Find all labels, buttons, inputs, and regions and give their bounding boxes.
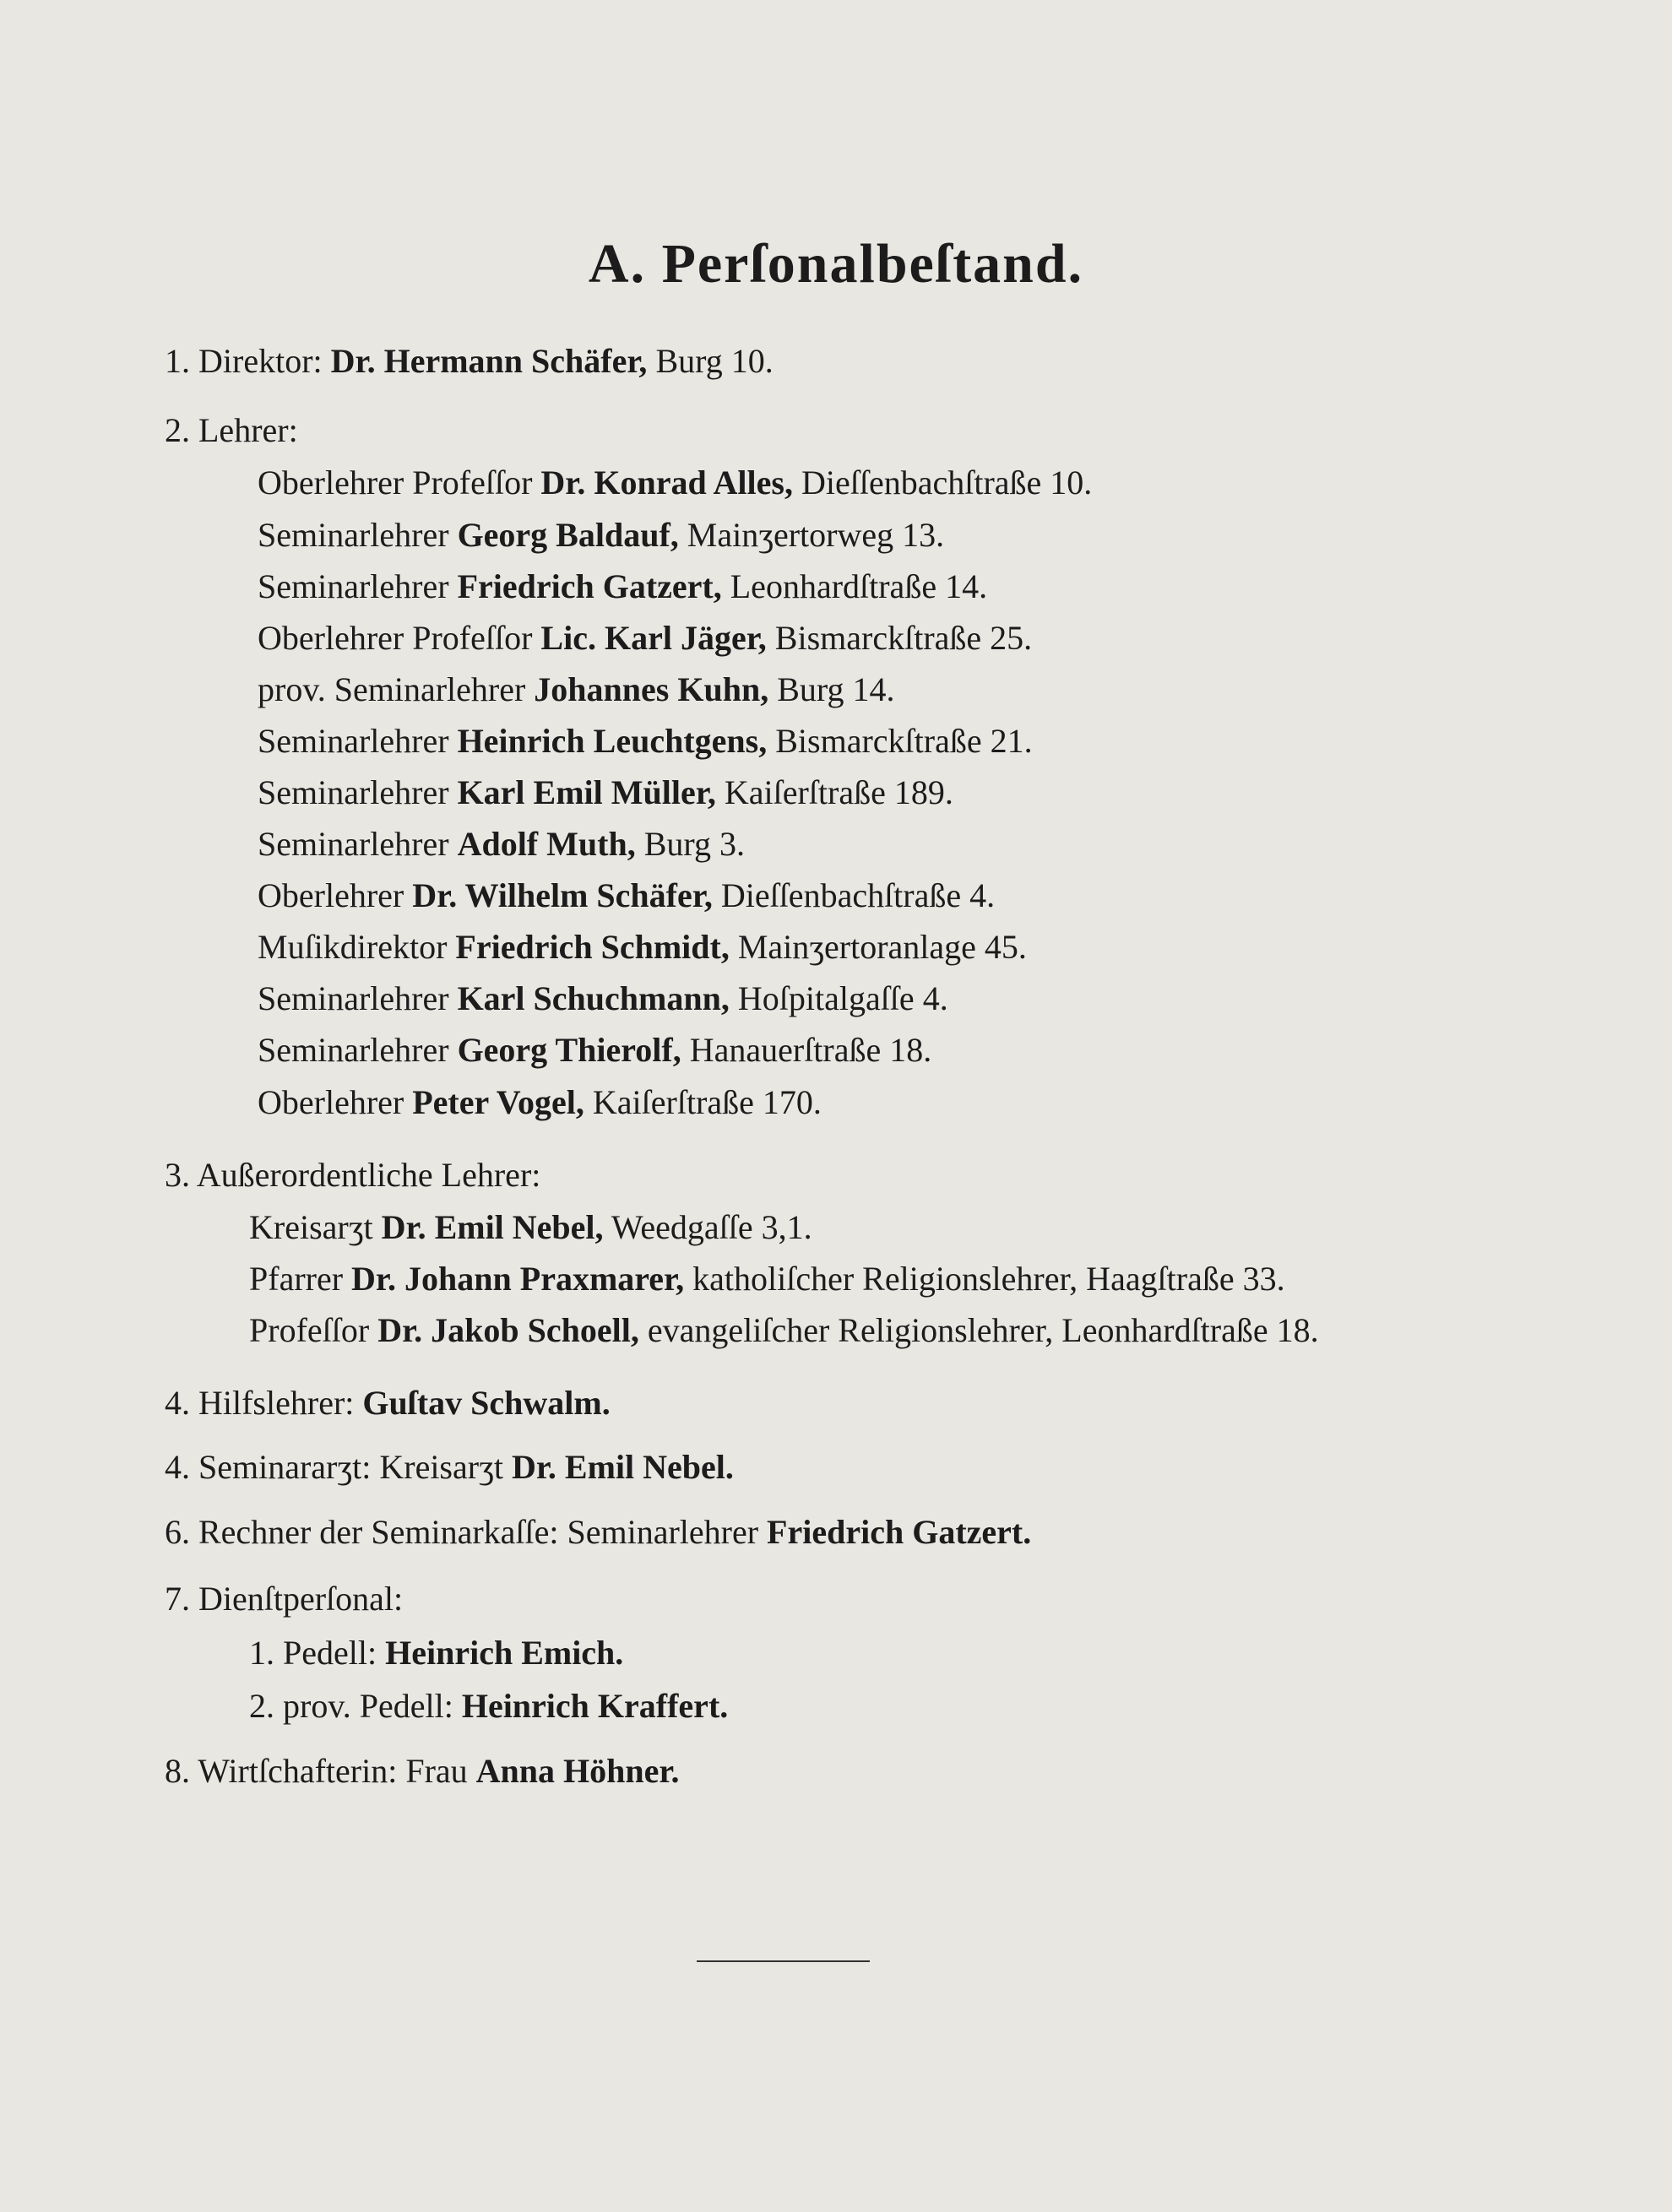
teacher-role: Profeſſor (249, 1311, 370, 1349)
teacher-name: Dr. Konrad Alles, (540, 464, 793, 501)
staff-heading: 7. Dienſtperſonal: (165, 1580, 404, 1618)
teacher-row (258, 930, 1027, 964)
treasurer-line (165, 1515, 1031, 1549)
staff-label: 1. Pedell: (249, 1634, 377, 1672)
teacher-name: Karl Schuchmann, (457, 979, 730, 1017)
director-address: Burg 10. (655, 342, 774, 380)
teacher-name: Dr. Wilhelm Schäfer, (412, 876, 713, 914)
teacher-role: Oberlehrer Profeſſor (258, 464, 533, 501)
director-name: Dr. Hermann Schäfer, (330, 342, 648, 380)
teacher-name: Dr. Jakob Schoell, (377, 1311, 639, 1349)
teacher-row (258, 979, 948, 1017)
teacher-row (258, 621, 1032, 655)
teacher-address: Weedgaſſe 3,1. (611, 1208, 812, 1246)
teacher-role: Seminarlehrer (258, 567, 449, 605)
teacher-role: Seminarlehrer (258, 722, 449, 760)
teacher-row (258, 1083, 822, 1121)
teacher-role: Seminarlehrer (258, 979, 449, 1017)
extra-teachers-heading: 3. Außerordentliche Lehrer: (165, 1156, 541, 1194)
teacher-row (258, 567, 988, 605)
teacher-name: Dr. Emil Nebel, (381, 1208, 604, 1246)
teacher-role: Oberlehrer Profeſſor (258, 619, 533, 657)
teacher-name: Dr. Johann Praxmarer, (351, 1260, 685, 1298)
director-line (165, 344, 774, 378)
teacher-name: Heinrich Leuchtgens, (457, 722, 768, 760)
teacher-name: Friedrich Gatzert, (457, 567, 722, 605)
housekeeper-line (165, 1754, 679, 1788)
teacher-address: Hoſpitalgaſſe 4. (737, 979, 948, 1017)
teacher-name: Adolf Muth, (457, 825, 636, 863)
extra-teacher-row (249, 1208, 812, 1246)
teacher-role: Seminarlehrer (258, 1031, 449, 1069)
teacher-row (258, 773, 953, 811)
teacher-name: Georg Thierolf, (457, 1031, 681, 1069)
teacher-name: Lic. Karl Jäger, (540, 619, 767, 657)
teacher-row (258, 518, 944, 552)
staff-name: Heinrich Emich. (385, 1634, 624, 1672)
assistant-name: Guſtav Schwalm. (362, 1384, 611, 1422)
staff-row (249, 1689, 728, 1723)
staff-label: 2. prov. Pedell: (249, 1687, 453, 1725)
director-label: 1. Direktor: (165, 342, 323, 380)
housekeeper-label: 8. Wirtſchafterin: Frau (165, 1752, 468, 1790)
teacher-address: evangeliſcher Religionslehrer, Leonhardſtraße 18. (647, 1311, 1319, 1349)
section-divider (697, 1960, 870, 1962)
housekeeper-name: Anna Höhner. (475, 1752, 680, 1790)
teacher-name: Johannes Kuhn, (534, 670, 769, 708)
teachers-heading: 2. Lehrer: (165, 411, 298, 449)
teacher-row (258, 827, 745, 861)
teacher-address: Kaiſerſtraße 170. (592, 1083, 822, 1121)
teacher-row (258, 670, 895, 708)
teacher-address: katholiſcher Religionslehrer, Haagſtraße 33. (692, 1260, 1285, 1298)
treasurer-label: 6. Rechner der Seminarkaſſe: Seminarlehrer (165, 1513, 759, 1551)
teacher-role: Pfarrer (249, 1260, 344, 1298)
teacher-address: Kaiſerſtraße 189. (724, 773, 953, 811)
treasurer-name: Friedrich Gatzert. (767, 1513, 1032, 1551)
teacher-address: Dieſſenbachſtraße 10. (801, 464, 1093, 501)
doctor-label: 4. Seminararʒt: Kreisarʒt (165, 1448, 503, 1486)
page-title: A. Perſonalbeſtand. (588, 233, 1084, 295)
teacher-row (258, 876, 996, 914)
teacher-role: Oberlehrer (258, 1083, 404, 1121)
teacher-role: Kreisarʒt (249, 1208, 373, 1246)
teacher-address: Mainʒertorweg 13. (687, 516, 945, 554)
teacher-name: Peter Vogel, (412, 1083, 584, 1121)
teacher-name: Friedrich Schmidt, (455, 928, 730, 966)
teacher-address: Mainʒertoranlage 45. (737, 928, 1027, 966)
teacher-address: Bismarckſtraße 21. (775, 722, 1033, 760)
doctor-line (165, 1450, 734, 1484)
teacher-address: Burg 14. (777, 670, 895, 708)
extra-teacher-row (249, 1311, 1319, 1349)
teacher-address: Burg 3. (643, 825, 745, 863)
teacher-name: Karl Emil Müller, (457, 773, 716, 811)
staff-row (249, 1636, 623, 1670)
assistant-line (165, 1386, 611, 1420)
teacher-row (258, 1033, 931, 1067)
teacher-row (258, 724, 1033, 758)
doctor-name: Dr. Emil Nebel. (511, 1448, 734, 1486)
teacher-row (258, 466, 1092, 500)
teacher-role: Seminarlehrer (258, 516, 449, 554)
teacher-address: Hanauerſtraße 18. (689, 1031, 932, 1069)
teacher-role: Oberlehrer (258, 876, 404, 914)
teacher-role: Muſikdirektor (258, 928, 448, 966)
teacher-role: prov. Seminarlehrer (258, 670, 526, 708)
teacher-name: Georg Baldauf, (457, 516, 679, 554)
teacher-address: Dieſſenbachſtraße 4. (720, 876, 996, 914)
teacher-address: Bismarckſtraße 25. (774, 619, 1033, 657)
staff-name: Heinrich Kraffert. (461, 1687, 729, 1725)
teacher-role: Seminarlehrer (258, 773, 449, 811)
assistant-label: 4. Hilfslehrer: (165, 1384, 355, 1422)
teacher-role: Seminarlehrer (258, 825, 449, 863)
teacher-address: Leonhardſtraße 14. (730, 567, 988, 605)
extra-teacher-row (249, 1262, 1285, 1296)
